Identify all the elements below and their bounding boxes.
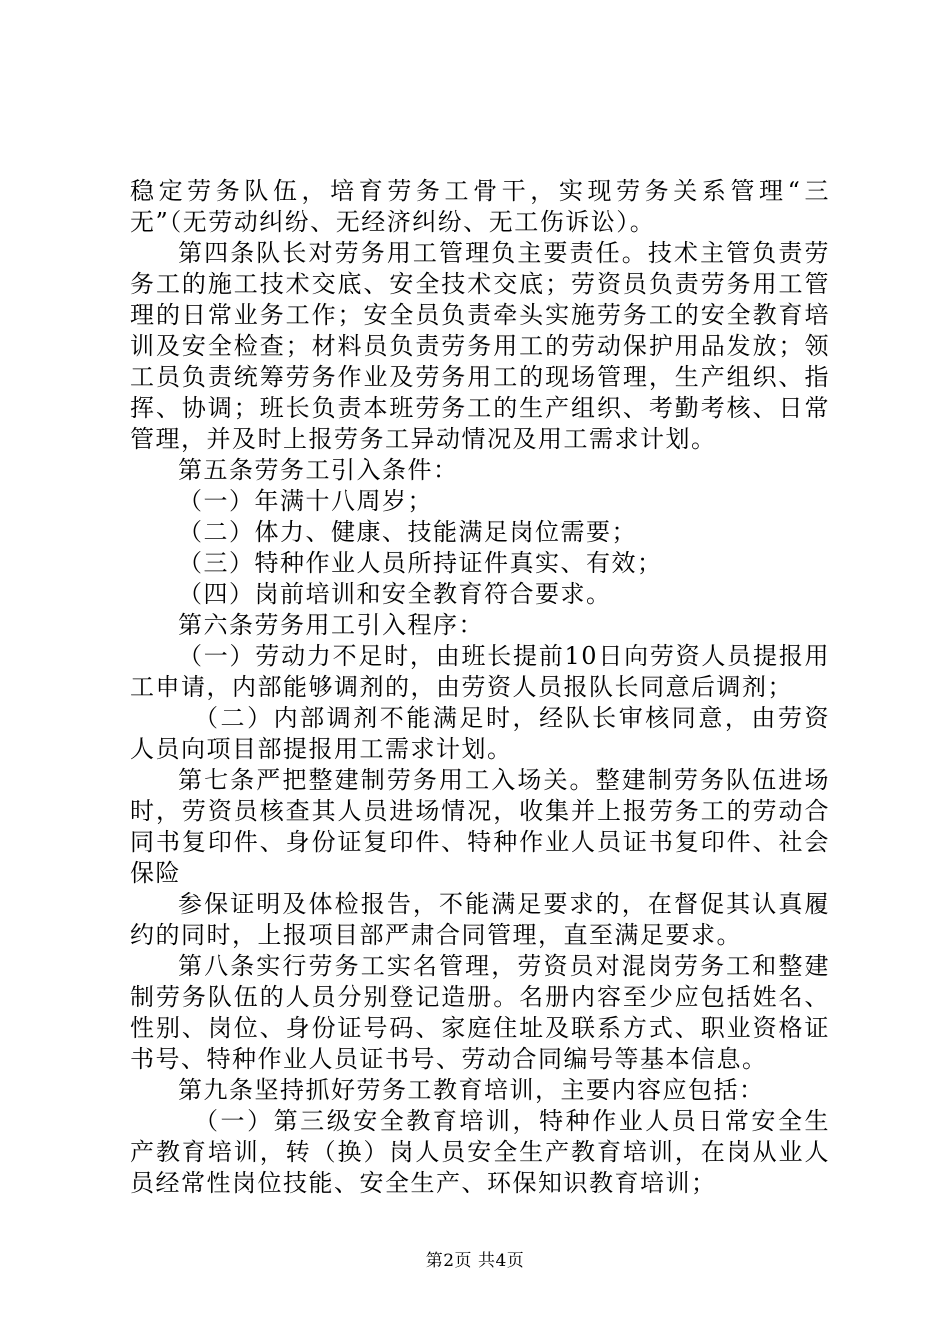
list-item: （三）特种作业人员所持证件真实、有效； [178,549,663,577]
list-item: （二）体力、健康、技能满足岗位需要； [178,518,637,546]
list-item: （一）年满十八周岁； [178,487,433,515]
list-item: （四）岗前培训和安全教育符合要求。 [178,580,612,608]
paragraph: 参保证明及体检报告，不能满足要求的，在督促其认真履约的同时，上报项目部严肃合同管理，直至满足要求。 [130,890,830,949]
paragraph: 第四条队长对劳务用工管理负主要责任。技术主管负责劳务工的施工技术交底、安全技术交底；劳资员负责劳务用工管理的日常业务工作；安全员负责牵头实施劳务工的安全教育培训及安全检查；材料员负责劳务用工的劳动保护用品发放；领工员负责统筹劳务作业及劳务用工的现场管理，生产组织、指挥、协调；班长负责本班劳务工的生产组织、考勤考核、日常管理，并及时上报劳务工异动情况及用工需求计划。 [130,239,830,453]
paragraph: 第八条实行劳务工实名管理，劳资员对混岗劳务工和整建制劳务队伍的人员分别登记造册。名册内容至少应包括姓名、性别、岗位、身份证号码、家庭住址及联系方式、职业资格证书号、特种作业人员证书号、劳动合同编号等基本信息。 [130,952,830,1073]
paragraph: 稳定劳务队伍，培育劳务工骨干，实现劳务关系管理“三无”（无劳动纠纷、无经济纠纷、无工伤诉讼）。 [130,177,830,236]
page-number-label: 第2页 共4页 [425,1251,525,1271]
paragraph: 第五条劳务工引入条件： [178,456,459,484]
paragraph: 第九条坚持抓好劳务工教育培训，主要内容应包括： [178,1076,765,1104]
list-item: （一）第三级安全教育培训，特种作业人员日常安全生产教育培训，转（换）岗人员安全生产教育培训，在岗从业人员经常性岗位技能、安全生产、环保知识教育培训； [130,1107,830,1197]
list-item: （二）内部调剂不能满足时，经队长审核同意，由劳资人员向项目部提报用工需求计划。 [130,704,830,763]
list-item: （一）劳动力不足时，由班长提前10日向劳资人员提报用工申请，内部能够调剂的，由劳资人员报队长同意后调剂； [130,642,830,701]
paragraph: 第六条劳务用工引入程序： [178,611,484,639]
document-body [130,176,830,1199]
paragraph: 第七条严把整建制劳务用工入场关。整建制劳务队伍进场时，劳资员核查其人员进场情况，收集并上报劳务工的劳动合同书复印件、身份证复印件、特种作业人员证书复印件、社会保险 [130,766,830,887]
page-footer [0,1246,950,1271]
